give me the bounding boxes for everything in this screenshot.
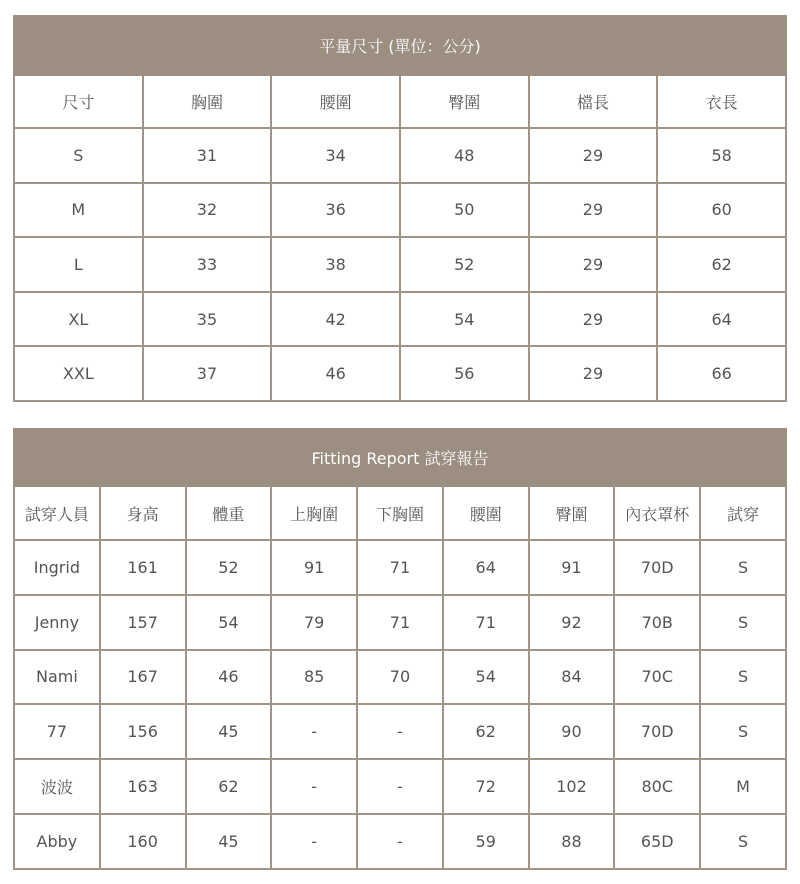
table-cell: 70B <box>614 595 700 650</box>
column-header: 尺寸 <box>14 75 143 128</box>
table-row <box>14 128 786 183</box>
table-cell: 36 <box>271 183 400 238</box>
table-cell: 34 <box>271 128 400 183</box>
table-cell: 52 <box>186 540 272 595</box>
table-cell: XL <box>14 292 143 347</box>
table-cell: 54 <box>443 650 529 705</box>
table-cell: 91 <box>271 540 357 595</box>
column-header: 試穿 <box>700 486 786 540</box>
column-header: 上胸圍 <box>271 486 357 540</box>
table-cell: Ingrid <box>14 540 100 595</box>
table-cell: 70 <box>357 650 443 705</box>
table-cell: 52 <box>400 237 529 292</box>
table-cell: 38 <box>271 237 400 292</box>
table-cell: 77 <box>14 704 100 759</box>
table-cell: 84 <box>529 650 615 705</box>
table-row <box>14 814 786 869</box>
table-cell: Nami <box>14 650 100 705</box>
table-cell: 71 <box>357 540 443 595</box>
table-cell: 157 <box>100 595 186 650</box>
table-cell: 62 <box>443 704 529 759</box>
table-cell: 37 <box>143 346 272 401</box>
table-cell: 60 <box>657 183 786 238</box>
table-cell: 64 <box>657 292 786 347</box>
table-row <box>14 540 786 595</box>
table-cell: S <box>700 650 786 705</box>
table-cell: 29 <box>529 237 658 292</box>
table-cell: 70D <box>614 540 700 595</box>
fitting-report-header-row <box>14 486 786 540</box>
table-cell: XXL <box>14 346 143 401</box>
table-cell: S <box>700 540 786 595</box>
table-cell: 波波 <box>14 759 100 814</box>
column-header: 臀圍 <box>400 75 529 128</box>
table-cell: M <box>700 759 786 814</box>
table-cell: 31 <box>143 128 272 183</box>
table-cell: 62 <box>657 237 786 292</box>
table-cell: S <box>700 814 786 869</box>
table-cell: 161 <box>100 540 186 595</box>
column-header: 衣長 <box>657 75 786 128</box>
table-row <box>14 292 786 347</box>
table-cell: 71 <box>357 595 443 650</box>
table-cell: - <box>357 814 443 869</box>
table-cell: 156 <box>100 704 186 759</box>
column-header: 內衣罩杯 <box>614 486 700 540</box>
table-cell: 29 <box>529 183 658 238</box>
table-cell: 102 <box>529 759 615 814</box>
size-chart-header-row <box>14 75 786 128</box>
table-cell: 33 <box>143 237 272 292</box>
table-cell: 160 <box>100 814 186 869</box>
table-cell: 29 <box>529 292 658 347</box>
table-cell: - <box>357 759 443 814</box>
table-cell: 88 <box>529 814 615 869</box>
table-cell: Jenny <box>14 595 100 650</box>
table-cell: 80C <box>614 759 700 814</box>
table-cell: 70D <box>614 704 700 759</box>
table-cell: 54 <box>400 292 529 347</box>
table-cell: 70C <box>614 650 700 705</box>
column-header: 試穿人員 <box>14 486 100 540</box>
table-cell: 90 <box>529 704 615 759</box>
table-cell: 56 <box>400 346 529 401</box>
table-cell: - <box>271 759 357 814</box>
table-cell: 64 <box>443 540 529 595</box>
size-chart-table <box>13 15 787 402</box>
table-cell: 32 <box>143 183 272 238</box>
fitting-report-table <box>13 428 787 870</box>
table-cell: 46 <box>186 650 272 705</box>
table-cell: 58 <box>657 128 786 183</box>
table-cell: 167 <box>100 650 186 705</box>
table-cell: S <box>700 704 786 759</box>
table-cell: 79 <box>271 595 357 650</box>
table-cell: 45 <box>186 704 272 759</box>
table-cell: 85 <box>271 650 357 705</box>
table-cell: 62 <box>186 759 272 814</box>
table-cell: S <box>14 128 143 183</box>
table-cell: 59 <box>443 814 529 869</box>
fitting-report-title: Fitting Report 試穿報告 <box>14 429 786 486</box>
column-header: 身高 <box>100 486 186 540</box>
table-cell: Abby <box>14 814 100 869</box>
table-cell: 65D <box>614 814 700 869</box>
table-cell: - <box>271 704 357 759</box>
table-row <box>14 237 786 292</box>
table-cell: 50 <box>400 183 529 238</box>
table-cell: 66 <box>657 346 786 401</box>
table-cell: 35 <box>143 292 272 347</box>
fitting-report-title-row <box>14 429 786 486</box>
table-cell: 72 <box>443 759 529 814</box>
table-cell: 29 <box>529 128 658 183</box>
table-cell: - <box>271 814 357 869</box>
column-header: 腰圍 <box>271 75 400 128</box>
column-header: 下胸圍 <box>357 486 443 540</box>
table-cell: 29 <box>529 346 658 401</box>
column-header: 腰圍 <box>443 486 529 540</box>
column-header: 臀圍 <box>529 486 615 540</box>
column-header: 胸圍 <box>143 75 272 128</box>
table-cell: 163 <box>100 759 186 814</box>
table-row <box>14 595 786 650</box>
table-cell: 92 <box>529 595 615 650</box>
table-row <box>14 704 786 759</box>
column-header: 體重 <box>186 486 272 540</box>
table-cell: S <box>700 595 786 650</box>
table-row <box>14 183 786 238</box>
table-cell: M <box>14 183 143 238</box>
table-cell: 54 <box>186 595 272 650</box>
table-cell: - <box>357 704 443 759</box>
table-cell: 48 <box>400 128 529 183</box>
size-chart-title-row <box>14 16 786 75</box>
size-chart-title: 平量尺寸 (單位：公分) <box>14 16 786 75</box>
table-row <box>14 650 786 705</box>
table-cell: 91 <box>529 540 615 595</box>
table-cell: 42 <box>271 292 400 347</box>
table-cell: L <box>14 237 143 292</box>
table-row <box>14 759 786 814</box>
table-row <box>14 346 786 401</box>
table-cell: 71 <box>443 595 529 650</box>
table-cell: 45 <box>186 814 272 869</box>
column-header: 檔長 <box>529 75 658 128</box>
table-cell: 46 <box>271 346 400 401</box>
